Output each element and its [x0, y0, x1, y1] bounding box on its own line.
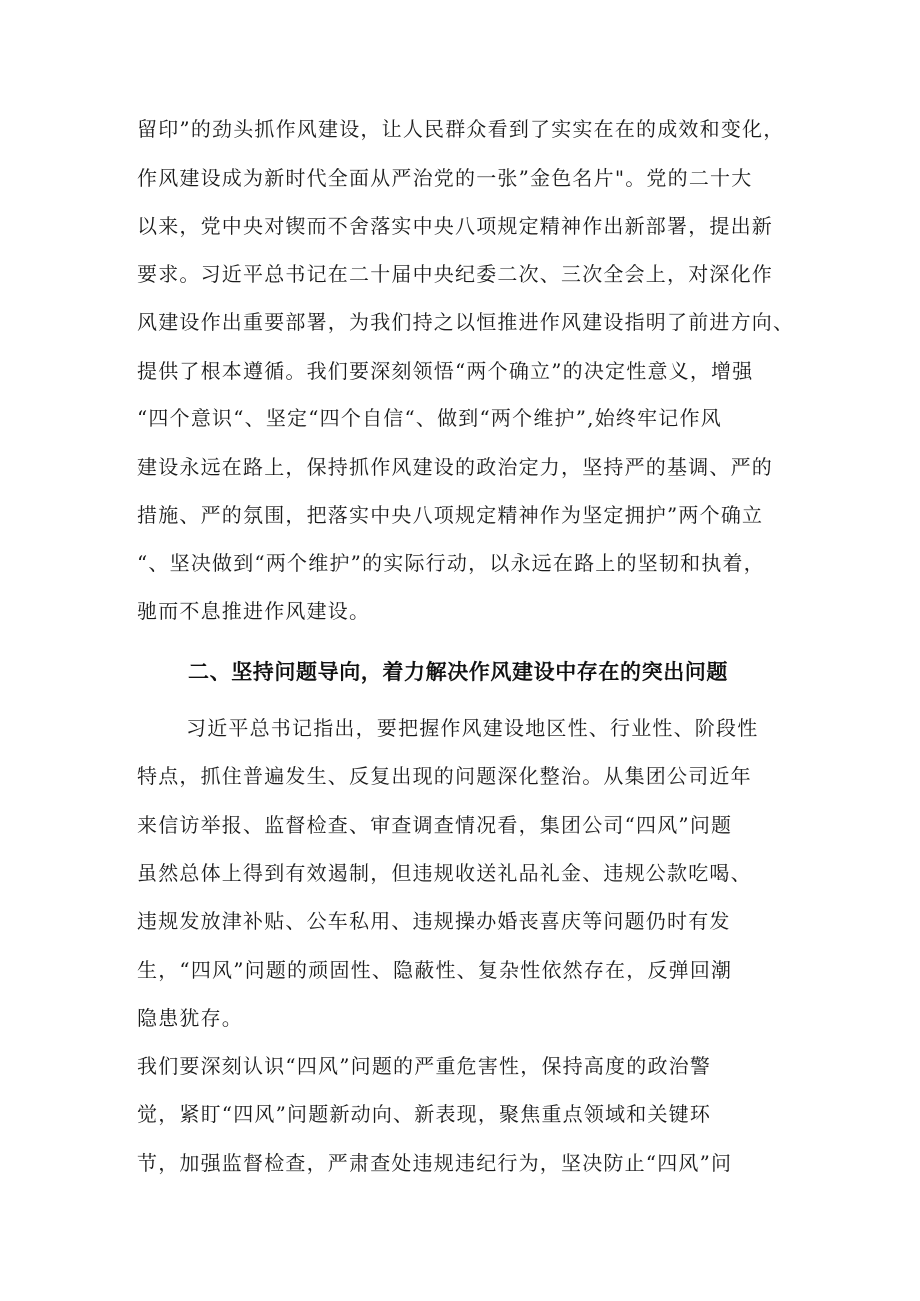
paragraph-line: 建设永远在路上，保持抓作风建设的政治定力，坚持严的基调、严的 — [137, 455, 773, 479]
paragraph-line: 措施、严的氛围，把落实中央八项规定精神作为坚定拥护”两个确立 — [137, 503, 764, 527]
paragraph-line: 虽然总体上得到有效遏制，但违规收送礼品礼金、违规公款吃喝、 — [137, 861, 752, 885]
paragraph-line: 提供了根本遵循。我们要深刻领悟“两个确立”的决定性意义，增强 — [137, 359, 754, 383]
paragraph-line: 觉，紧盯“四风”问题新动向、新表现，聚焦重点领域和关键环 — [137, 1102, 712, 1126]
paragraph-line: 风建设作出重要部署，为我们持之以恒推进作风建设指明了前进方向、 — [137, 310, 795, 334]
section-heading: 二、坚持问题导向，着力解决作风建设中存在的突出问题 — [188, 660, 728, 684]
paragraph-line: 违规发放津补贴、公车私用、违规操办婚丧喜庆等问题仍时有发 — [137, 909, 731, 933]
paragraph-line: “、坚决做到“两个维护”的实际行动，以永远在路上的坚韧和执着， — [137, 551, 765, 575]
paragraph-line: 要求。习近平总书记在二十届中央纪委二次、三次全会上，对深化作 — [137, 262, 773, 286]
paragraph-line: 作风建设成为新时代全面从严治党的一张”金色名片"。党的二十大 — [137, 166, 753, 190]
paragraph-line: 驰而不息推进作风建设。 — [137, 599, 371, 623]
paragraph-line: 特点，抓住普遍发生、反复出现的问题深化整治。从集团公司近年 — [137, 764, 752, 788]
paragraph-line: 来信访举报、监督检查、审查调查情况看，集团公司“四风”问题 — [137, 813, 733, 837]
paragraph-line: 习近平总书记指出，要把握作风建设地区性、行业性、阶段性 — [186, 716, 759, 740]
paragraph-line: 节，加强监督检查，严肃查处违规违纪行为，坚决防止“四风”问 — [137, 1151, 733, 1175]
paragraph-line: 以来，党中央对锲而不舍落实中央八项规定精神作出新部署，提出新 — [137, 214, 773, 238]
paragraph-line: “四个意识“、坚定“四个自信“、做到“两个维护”,始终牢记作风 — [137, 406, 722, 430]
paragraph-line: 生，“四风”问题的顽固性、隐蔽性、复杂性依然存在，反弹回潮 — [137, 958, 733, 982]
paragraph-line: 留印”的劲头抓作风建设，让人民群众看到了实实在在的成效和变化， — [137, 117, 785, 141]
paragraph-line: 隐患犹存。 — [137, 1006, 243, 1030]
paragraph-line: 我们要深刻认识“四风”问题的严重危害性，保持高度的政治警 — [137, 1054, 712, 1078]
